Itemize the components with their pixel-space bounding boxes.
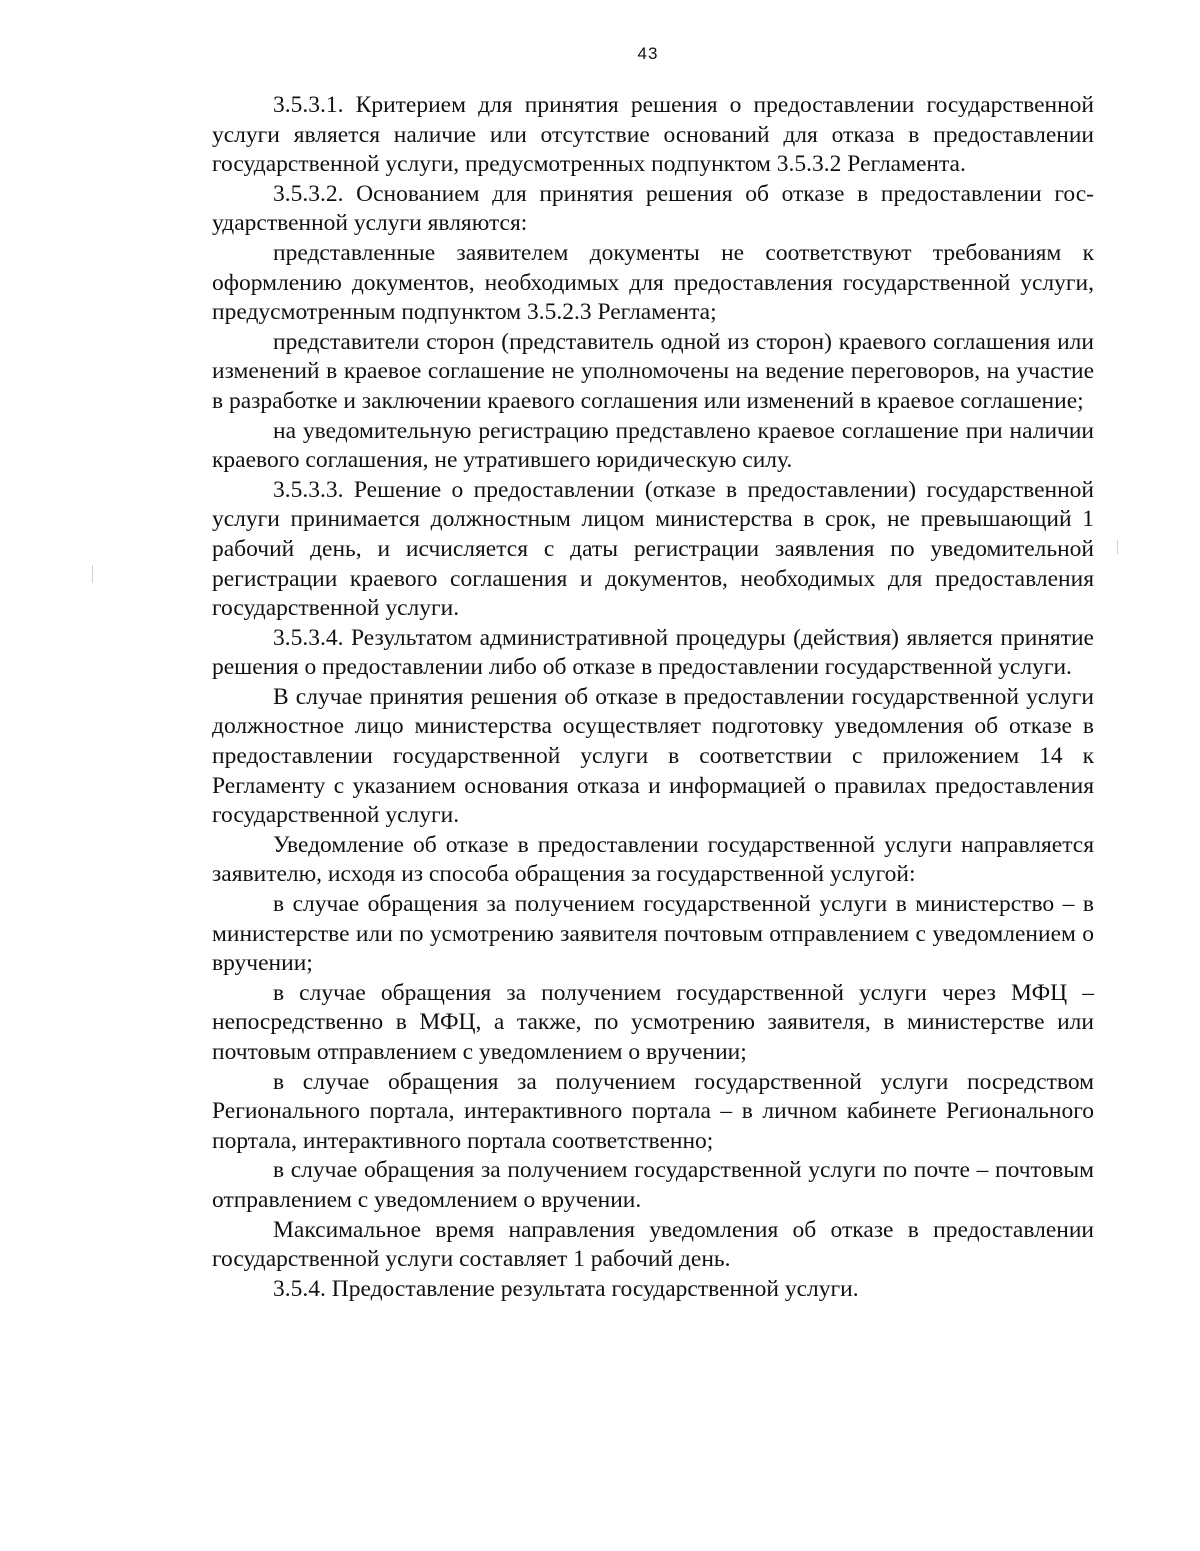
paragraph-3-5-3-2: 3.5.3.2. Основанием для принятия решения об отказе в предоставлении государственной услуги являются: <box>212 180 1094 237</box>
document-body <box>212 91 1094 1304</box>
scan-margin-mark <box>1117 540 1118 554</box>
paragraph-refusal-ground-existing-agreement: на уведомительную регистрацию представлено краевое соглашение при наличии краевого соглашения, не утратившего юридическую силу. <box>212 417 1094 474</box>
paragraph-max-time: Максимальное время направления уведомления об отказе в предоставлении государственной услуги составляет 1 рабочий день. <box>212 1216 1094 1273</box>
paragraph-3-5-4: 3.5.4. Предоставление результата государственной услуги. <box>273 1275 859 1302</box>
paragraph-delivery-ministry: в случае обращения за получением государственной услуги в министерство – в министерстве или по усмотрению заявителя почтовым отправлением с уведомлением о вручении; <box>212 891 1094 977</box>
paragraph-refusal-notice-delivery: Уведомление об отказе в предоставлении государственной услуги направляется заявителю, исходя из способа обращения за государственной услугой: <box>212 831 1094 888</box>
paragraph-refusal-ground-documents: представленные заявителем документы не соответствуют требованиям к оформлению документов, необходимых для предоставления государственной услуги, предусмотренным подпунктом 3.5.2.3 Регламента; <box>212 239 1094 326</box>
paragraph-refusal-notice-preparation: В случае принятия решения об отказе в предоставлении государственной услуги должностное лицо министерства осуществляет подготовку уведомления об отказе в предоставлении государственной услуги в соответствии с приложением 14 к Регламенту с указанием основания отказа и информацией о правилах предоставления государственной услуги. <box>212 683 1094 829</box>
paragraph-3-5-3-1: 3.5.3.1. Критерием для принятия решения о предоставлении государственной услуги является наличие или отсутствие оснований для отказа в предоставлении государственной услуги, предусмотренных подпунктом 3.5.3.2 Регламента. <box>212 92 1094 178</box>
paragraph-delivery-portal: в случае обращения за получением государственной услуги посредством Регионального портала, интерактивного портала – в личном кабинете Регионального портала, интерактивного портала соответственно; <box>212 1068 1094 1154</box>
page-number: 43 <box>637 44 659 63</box>
scan-margin-mark <box>92 565 93 583</box>
paragraph-refusal-ground-representatives: представители сторон (представитель одной из сторон) краевого соглашения или изменений в краевое соглашение не уполномочены на ведение переговоров, на участие в разработке и заключении краевого соглашения или изменений в краевое соглашение; <box>212 328 1094 414</box>
paragraph-3-5-3-3: 3.5.3.3. Решение о предоставлении (отказе в предоставлении) государственной услуги принимается должностным лицом министерства в срок, не превышающий 1 рабочий день, и исчисляется с даты регистрации заявления по уведомительной регистрации краевого соглашения и документов, необходимых для предоставления государственной услуги. <box>212 476 1094 622</box>
paragraph-delivery-mail: в случае обращения за получением государственной услуги по почте – почтовым отправлением с уведомлением о вручении. <box>212 1157 1094 1213</box>
paragraph-3-5-3-4: 3.5.3.4. Результатом административной процедуры (действия) является принятие решения о предоставлении либо об отказе в предоставлении государственной услуги. <box>212 624 1094 681</box>
paragraph-delivery-mfc: в случае обращения за получением государственной услуги через МФЦ – непосредственно в МФЦ, а также, по усмотрению заявителя, в министерстве или почтовым отправлением с уведомлением о вручении; <box>212 979 1094 1065</box>
